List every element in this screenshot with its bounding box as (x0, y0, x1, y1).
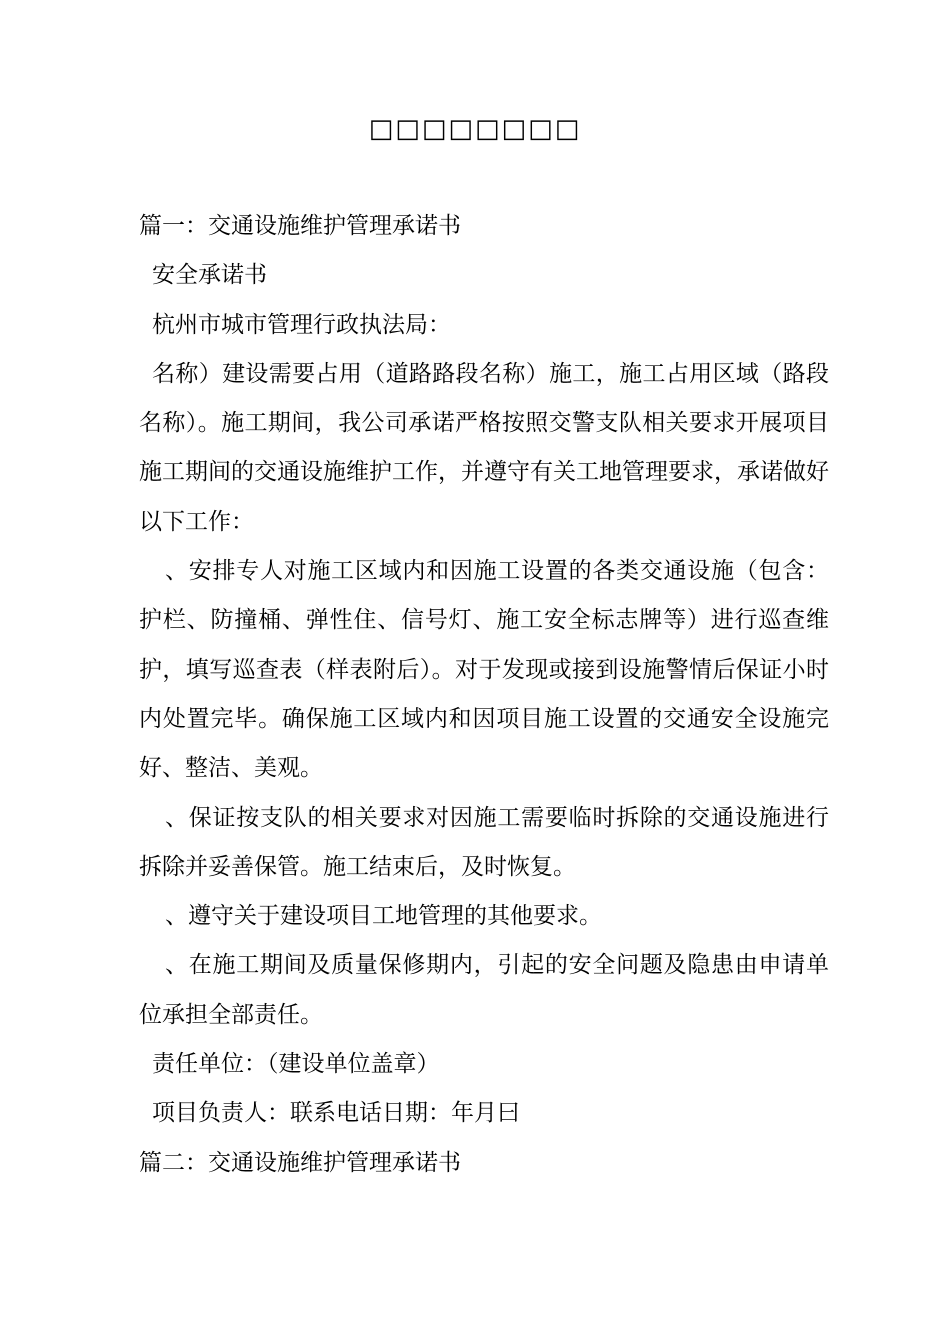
commitment-item-4: 、在施工期间及质量保修期内，引起的安全问题及隐患由申请单位承担全部责任。 (139, 952, 829, 1028)
commitment-item-2: 、保证按支队的相关要求对因施工需要临时拆除的交通设施进行拆除并妥善保管。施工结束后，及时恢复。 (139, 804, 829, 880)
letter-title: 安全承诺书 (152, 262, 267, 289)
responsible-unit-line: 责任单位：（建设单位盖章） (152, 1051, 440, 1078)
section-heading-1: 篇一：交通设施维护管理承诺书 (139, 213, 461, 239)
document-body (139, 202, 829, 1188)
commitment-item-1: 、安排专人对施工区域内和因施工设置的各类交通设施（包含：护栏、防撞桶、弹性住、信号灯、施工安全标志牌等）进行巡查维护，填写巡查表（样表附后）。对于发现或接到设施警情后保证小时内处置完毕。确保施工区域内和因项目施工设置的交通安全设施完好、整洁、美观。 (139, 558, 829, 782)
letter-addressee: 杭州市城市管理行政执法局： (152, 311, 451, 338)
section-heading-2: 篇二：交通设施维护管理承诺书 (139, 1149, 461, 1176)
project-lead-line: 项目负责人：联系电话日期：年月曰 (152, 1100, 520, 1127)
document-title: □□□□□□□□ (368, 114, 582, 144)
intro-paragraph: 名称）建设需要占用（道路路段名称）施工，施工占用区域（路段名称）。施工期间，我公司承诺严格按照交警支队相关要求开展项目施工期间的交通设施维护工作，并遵守有关工地管理要求，承诺做好以下工作： (139, 360, 829, 535)
commitment-item-3: 、遵守关于建设项目工地管理的其他要求。 (165, 903, 602, 930)
